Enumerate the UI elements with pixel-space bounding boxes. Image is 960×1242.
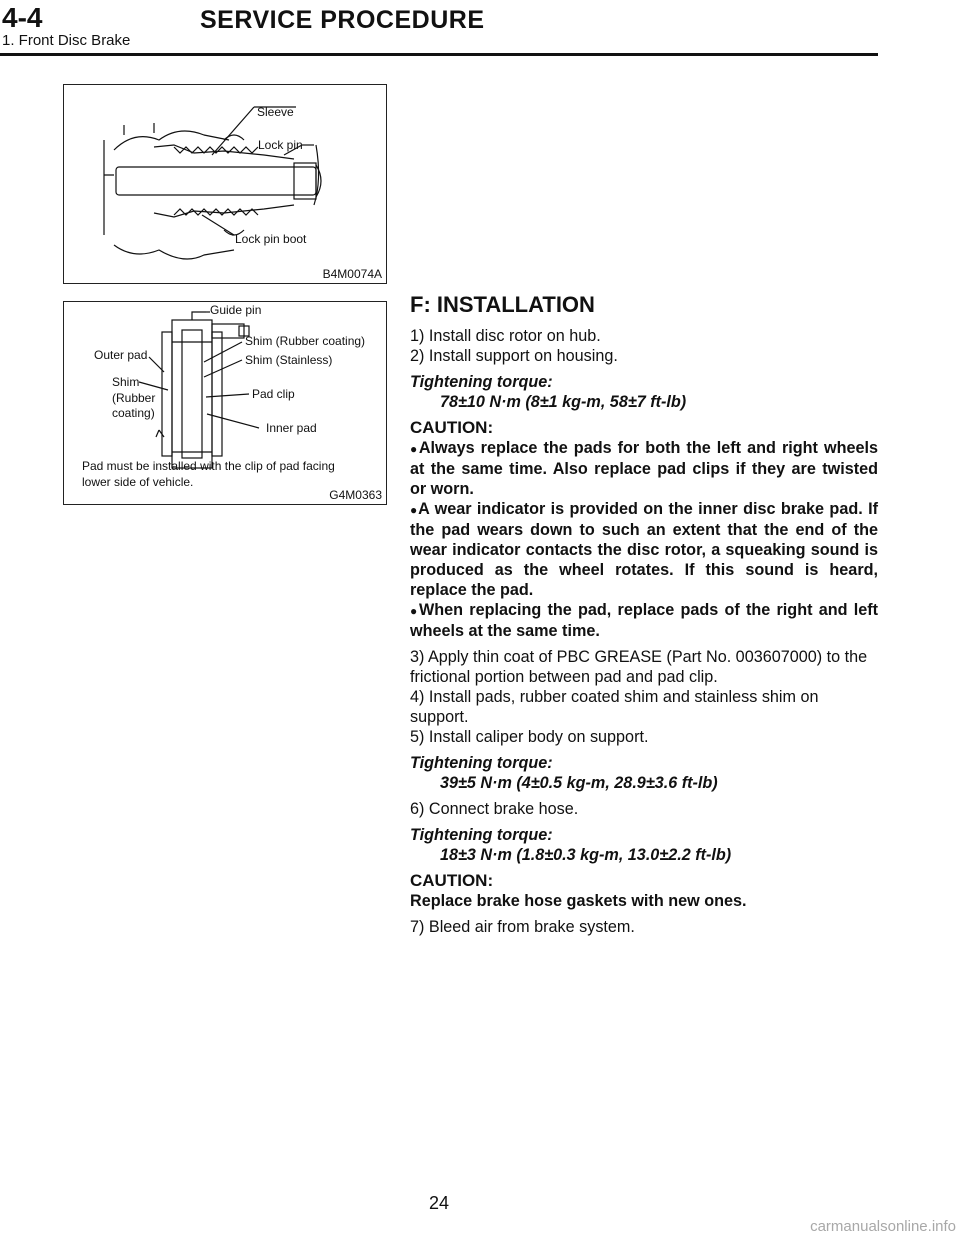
label-shim-stainless: Shim (Stainless) <box>245 353 333 367</box>
step-5: 5) Install caliper body on support. <box>410 728 649 746</box>
figure-lock-pin <box>63 84 387 284</box>
label-outer-pad: Outer pad <box>94 348 148 362</box>
installation-section <box>410 292 878 937</box>
label-pad-clip: Pad clip <box>252 387 295 401</box>
figure-code: B4M0074A <box>322 267 382 281</box>
label-shim-rubber-coating: Shim (Rubber coating) <box>245 334 366 348</box>
bullet-icon: ● <box>410 442 419 456</box>
caution-text-4: Replace brake hose gaskets with new ones. <box>410 892 747 910</box>
caution-text-2: A wear indicator is provided on the inner disc brake pad. If the pad wears down to such an extent that the end of the wear indicator contacts the disc rotor, a squeaking sound is produced as the wheel rotates. If this sound is heard, replace the pad. <box>410 500 878 599</box>
section-title: SERVICE PROCEDURE <box>200 6 485 34</box>
pad-installation-diagram <box>64 302 388 506</box>
caution-text-3: When replacing the pad, replace pads of the right and left wheels at the same time. <box>410 601 879 640</box>
label-lock-pin-boot: Lock pin boot <box>235 232 307 246</box>
caution-label: CAUTION: <box>410 418 494 437</box>
section-number: 4-4 <box>2 2 43 33</box>
caution-item-3 <box>410 600 878 641</box>
torque-value-3: 18±3 N·m (1.8±0.3 kg-m, 13.0±2.2 ft-lb) <box>440 846 732 864</box>
section-heading: F: INSTALLATION <box>410 292 595 317</box>
page-header <box>0 0 960 60</box>
torque-label: Tightening torque: <box>410 373 553 391</box>
label-sleeve: Sleeve <box>257 105 294 119</box>
label-shim-line2: (Rubber <box>112 391 156 405</box>
label-guide-pin: Guide pin <box>210 303 262 317</box>
torque-label: Tightening torque: <box>410 826 553 844</box>
step-1: 1) Install disc rotor on hub. <box>410 327 601 345</box>
step-3: 3) Apply thin coat of PBC GREASE (Part No. 003607000) to the frictional portion between pad and pad clip. <box>410 648 868 686</box>
figure-note-line1: Pad must be installed with the clip of pad facing <box>82 459 335 473</box>
page-number: 24 <box>428 1193 450 1213</box>
bullet-icon: ● <box>410 604 419 618</box>
lock-pin-diagram <box>64 85 388 285</box>
caution-text-1: Always replace the pads for both the left and right wheels at the same time. Also replace pad clips if they are twisted or worn. <box>410 439 878 498</box>
torque-value-1: 78±10 N·m (8±1 kg-m, 58±7 ft-lb) <box>440 393 687 411</box>
figure-code: G4M0363 <box>329 488 382 502</box>
caution-label: CAUTION: <box>410 871 494 890</box>
subsection-title: 1. Front Disc Brake <box>2 32 131 49</box>
label-lock-pin: Lock pin <box>258 138 303 152</box>
step-4: 4) Install pads, rubber coated shim and stainless shim on support. <box>410 688 819 726</box>
label-inner-pad: Inner pad <box>266 421 317 435</box>
step-7: 7) Bleed air from brake system. <box>410 918 635 936</box>
label-shim-line3: coating) <box>112 406 155 420</box>
figure-note-line2: lower side of vehicle. <box>82 475 194 489</box>
watermark: carmanualsonline.info <box>810 1218 956 1235</box>
torque-value-2: 39±5 N·m (4±0.5 kg-m, 28.9±3.6 ft-lb) <box>440 774 718 792</box>
step-6: 6) Connect brake hose. <box>410 800 579 818</box>
step-2: 2) Install support on housing. <box>410 347 618 365</box>
caution-item-2 <box>410 499 878 600</box>
label-shim: Shim <box>112 375 140 389</box>
torque-label: Tightening torque: <box>410 754 553 772</box>
caution-item-1 <box>410 438 878 499</box>
figure-pad-installation <box>63 301 387 505</box>
header-rule <box>0 53 878 56</box>
bullet-icon: ● <box>410 503 419 517</box>
